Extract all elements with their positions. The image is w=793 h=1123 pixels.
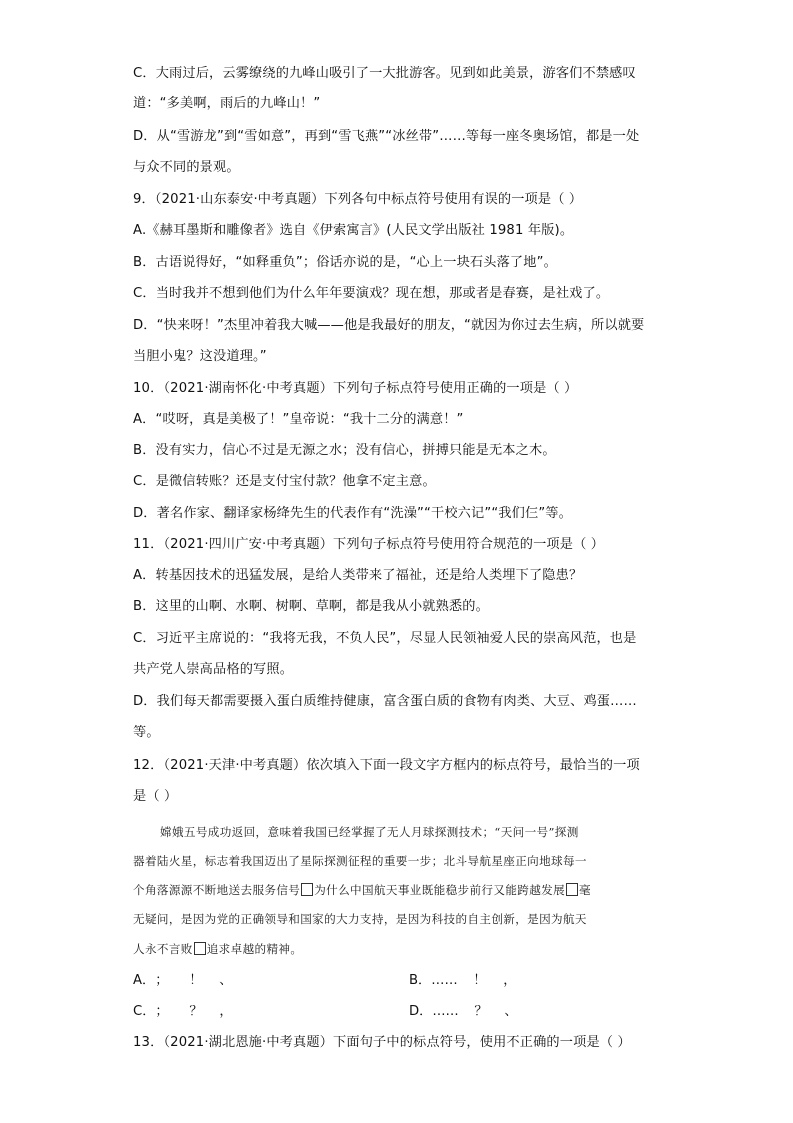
option-d-line-1: D．从“雪游龙”到“雪如意”，再到“雪飞燕”“冰丝带”……等每一座冬奥场馆，都是一处 <box>133 129 640 144</box>
passage-line-5 <box>133 940 302 958</box>
question-11-option-b: B．这里的山啊、水啊、树啊、草啊，都是我从小就熟悉的。 <box>133 599 489 614</box>
passage-line-5-part-1: 人永不言败 <box>133 942 193 956</box>
question-11-option-d-line-1: D．我们每天都需要摄入蛋白质维持健康，富含蛋白质的食物有肉类、大豆、鸡蛋…… <box>133 694 637 709</box>
passage-line-1: 嫦娥五号成功返回，意味着我国已经掌握了无人月球探测技术；“天问一号”探测 <box>160 825 579 839</box>
option-b-symbol-2: ！ <box>473 973 487 988</box>
passage-line-3 <box>133 881 591 899</box>
question-11: 11．（2021·四川广安·中考真题）下列句子标点符号使用符合规范的一项是（ ） <box>133 537 605 552</box>
question-12-option-c <box>133 1002 249 1022</box>
option-d-symbol-2: ？ <box>474 1004 488 1019</box>
passage-line-3-part-3: 毫 <box>579 883 591 897</box>
question-9: 9．（2021·山东泰安·中考真题）下列各句中标点符号使用有误的一项是（ ） <box>133 192 583 207</box>
passage-line-4: 无疑问，是因为党的正确领导和国家的大力支持，是因为科技的自主创新，是因为航天 <box>133 912 587 926</box>
option-c-symbol-3: ， <box>219 1004 233 1019</box>
option-a-symbol-2: ！ <box>189 973 203 988</box>
question-12-option-b <box>409 971 533 991</box>
option-d-label: D． <box>409 1004 433 1019</box>
question-11-option-a: A．转基因技术的迅猛发展，是给人类带来了福祉，还是给人类埋下了隐患？ <box>133 568 583 583</box>
question-12-line-1: 12．（2021·天津·中考真题）依次填入下面一段文字方框内的标点符号，最恰当的一项 <box>133 758 640 773</box>
option-d-symbol-1: …… <box>432 1004 459 1019</box>
option-b-label: B． <box>409 973 432 988</box>
option-c-line-1: C．大雨过后，云雾缭绕的九峰山吸引了一大批游客。见到如此美景，游客们不禁感叹 <box>133 66 636 81</box>
option-d-symbol-3: 、 <box>504 1004 518 1019</box>
passage-line-3-part-1: 个角落源源不断地送去服务信号 <box>133 883 301 897</box>
option-a-symbol-1: ； <box>155 973 169 988</box>
option-c-line-2: 道：“多美啊，雨后的九峰山！” <box>133 96 321 111</box>
option-a-symbol-3: 、 <box>219 973 233 988</box>
option-c-symbol-1: ； <box>155 1004 169 1019</box>
question-10-option-a: A．“哎呀，真是美极了！”皇帝说：“我十二分的满意！” <box>133 412 464 427</box>
question-11-option-c-line-2: 共产党人崇高品格的写照。 <box>133 662 294 677</box>
question-9-option-b: B．古语说得好，“如释重负”；俗话亦说的是，“心上一块石头落了地”。 <box>133 255 557 270</box>
question-10-option-b: B．没有实力，信心不过是无源之水；没有信心，拼搏只能是无本之木。 <box>133 443 556 458</box>
passage-line-5-part-2: 追求卓越的精神。 <box>206 942 303 956</box>
passage-line-3-part-2: 为什么中国航天事业既能稳步前行又能跨越发展 <box>314 883 566 897</box>
option-c-label: C． <box>133 1004 156 1019</box>
passage-line-2: 器着陆火星，标志着我国迈出了星际探测征程的重要一步；北斗导航星座正向地球每一 <box>133 854 587 868</box>
question-10-option-c: C．是微信转账？还是支付宝付款？他拿不定主意。 <box>133 474 436 489</box>
option-c-symbol-2: ？ <box>189 1004 203 1019</box>
question-10: 10．（2021·湖南怀化·中考真题）下列句子标点符号使用正确的一项是（ ） <box>133 381 578 396</box>
option-b-symbol-1: …… <box>431 973 458 988</box>
question-10-option-d: D．著名作家、翻译家杨绛先生的代表作有“洗澡”“干校六记”“我们仨”等。 <box>133 506 572 521</box>
question-11-option-d-line-2: 等。 <box>133 725 160 740</box>
question-9-option-a: A.《赫耳墨斯和雕像者》选自《伊索寓言》(人民文学出版社 1981 年版)。 <box>133 223 574 238</box>
answer-box-3 <box>194 942 206 955</box>
option-b-symbol-3: ， <box>503 973 517 988</box>
question-12-line-2: 是（ ） <box>133 789 178 804</box>
answer-box-1 <box>301 883 313 896</box>
answer-box-2 <box>566 883 578 896</box>
question-9-option-c: C．当时我并不想到他们为什么年年要演戏？现在想，那或者是春赛，是社戏了。 <box>133 286 610 301</box>
option-d-line-2: 与众不同的景观。 <box>133 160 240 175</box>
option-a-label: A． <box>133 973 156 988</box>
question-11-option-c-line-1: C．习近平主席说的：“我将无我，不负人民”，尽显人民领袖爱人民的崇高风范，也是 <box>133 631 637 646</box>
question-12-option-d <box>409 1002 534 1022</box>
question-13: 13．（2021·湖北恩施·中考真题）下面句子中的标点符号，使用不正确的一项是（ ） <box>133 1035 631 1050</box>
question-9-option-d-line-2: 当胆小鬼？这没道理。” <box>133 349 267 364</box>
question-9-option-d-line-1: D．“快来呀！”杰里冲着我大喊——他是我最好的朋友，“就因为你过去生病，所以就要 <box>133 318 645 333</box>
question-12-option-a <box>133 971 249 991</box>
